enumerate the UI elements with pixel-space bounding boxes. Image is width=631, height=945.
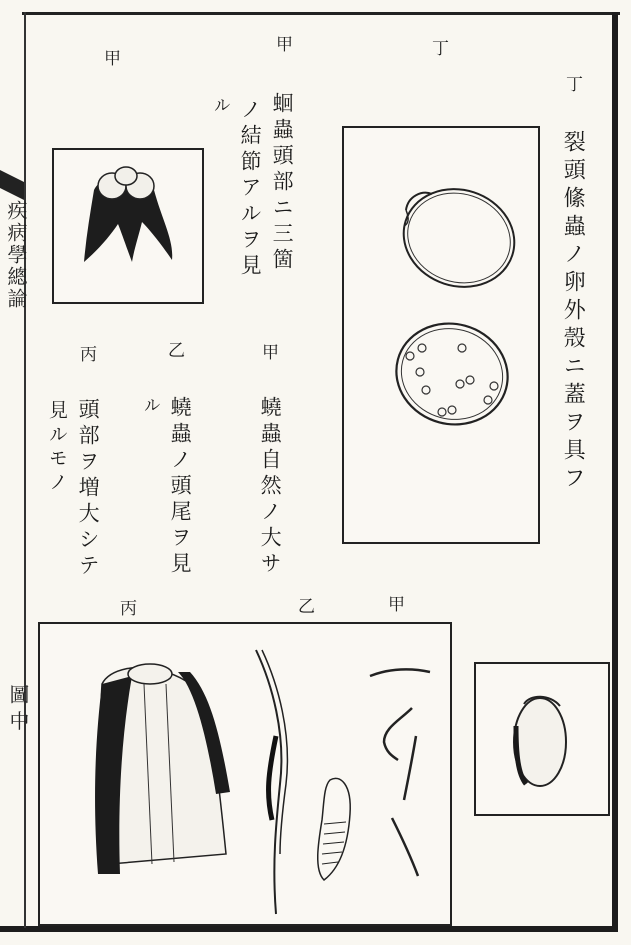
caption-otsu-gyo-end: ル	[139, 396, 160, 418]
caption-otsu-gyo: 蟯蟲ノ頭尾ヲ見	[168, 396, 193, 578]
label-otsu-bottom: 乙	[298, 597, 315, 617]
label-otsu-mid: 乙	[168, 341, 185, 361]
spine-title: 疾病學總論	[4, 200, 28, 310]
label-hei-mid: 丙	[80, 345, 97, 365]
eggs-illustration	[344, 128, 538, 542]
label-ko-top-mid: 甲	[276, 35, 293, 55]
caption-hei-head: 頭部ヲ増大シテ	[76, 398, 101, 580]
figure-pinworm	[38, 622, 452, 926]
label-hei-bottom: 丙	[120, 599, 137, 619]
pinworm-illustration	[40, 624, 450, 924]
caption-ko-head-cont: ノ結節アルヲ見	[238, 98, 263, 280]
page-frame-bottom	[0, 926, 618, 932]
caption-hei-head-cont: 見ルモノ	[45, 400, 68, 496]
figure-tapeworm-eggs	[342, 126, 540, 544]
ascaris-head-illustration	[54, 150, 202, 302]
figure-mark: 圖 中	[6, 684, 30, 731]
caption-tei: 裂頭絛蟲ノ卵外殼ニ蓋ヲ具フ	[560, 130, 586, 494]
label-tei-top-mid: 丁	[432, 39, 449, 59]
caption-ko-gyo: 蟯蟲自然ノ大サ	[258, 396, 283, 578]
label-ko-mid: 甲	[262, 343, 279, 363]
single-egg-illustration	[476, 664, 608, 814]
page-frame-right	[612, 12, 618, 932]
caption-ko-head-end: ル	[209, 96, 230, 118]
figure-ascaris-head	[52, 148, 204, 304]
page-frame-top	[22, 12, 620, 15]
label-tei-top-right: 丁	[566, 75, 583, 95]
figure-single-egg	[474, 662, 610, 816]
page-frame-left	[24, 12, 26, 928]
label-ko-top-left: 甲	[104, 49, 121, 69]
caption-ko-head: 蛔蟲頭部ニ三箇	[270, 92, 295, 274]
label-ko-bottom: 甲	[388, 595, 405, 615]
